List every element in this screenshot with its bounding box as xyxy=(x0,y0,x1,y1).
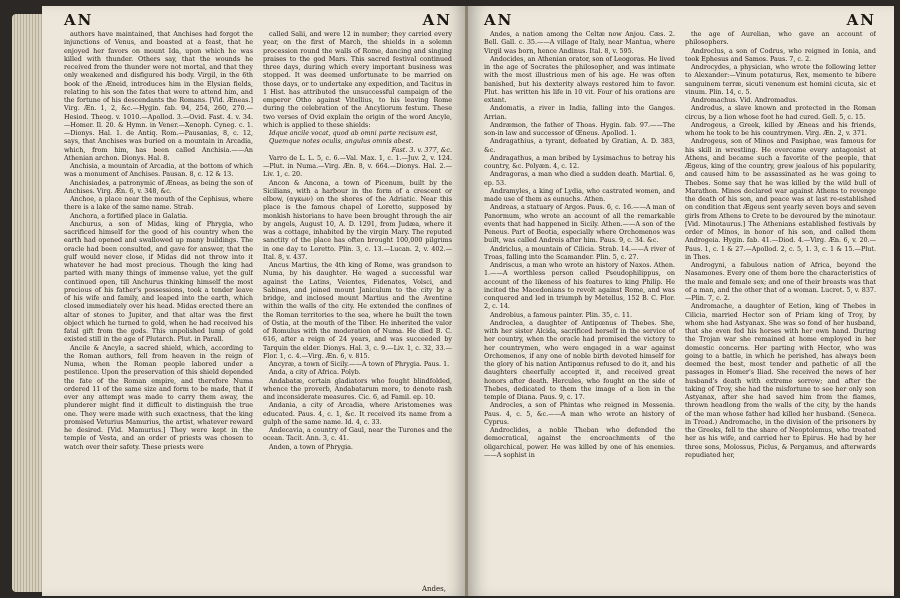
header-guide-word-right: AN xyxy=(422,11,452,29)
entry-paragraph: Andomatis, a river in India, falling into the Ganges. Arrian. xyxy=(484,104,675,121)
entry-paragraph: Androgeus, son of Minos and Pasiphae, was famous for his skill in wrestling. He overcame every antagonist at Athens, and became such a favorite of the people, that Ægeus, king of the country, grew jealous of his popularity, and caused him to be assassinated as he was going to Thebes. Some say that he was killed by the wild bull of Marathon. Minos declared war against Athens to revenge the death of his son, and peace was at last re-established on condition that Ægeus sent yearly seven boys and seven girls from Athens to Crete to be devoured by the minotaur. [Vid. Minotaurus.] The Athenians established festivals by order of Minos, in honor of his son, and called them Androgeia. Hygin. fab. 41.—Diod. 4.—Virg. Æn. 6, v. 20.—Paus. 1, c. 1 & 27.—Apollod. 2, c. 5, 1. 3, c. 1 & 15.—Plut. in Thes. xyxy=(685,137,876,261)
entry-paragraph: Androgeus, a Greek, killed by Æneas and his friends, whom he took to be his countrymen. Virg. Æn. 2, v. 371. xyxy=(685,120,876,137)
entry-paragraph: Androclea, a daughter of Antipœnus of Thebes. She, with her sister Alcida, sacrificed herself in the service of her country, when the oracle had promised the victory to her countrymen, who were engaged in a war against Orchomenos, if any one of noble birth devoted himself for the glory of his nation Antipœnus refused to do it, and his daughters cheerfully accepted it, and received great honors after death. Hercules, who fought on the side of Thebes, dedicated to them the image of a lion in the temple of Diana. Paus. 9, c. 17. xyxy=(484,318,675,401)
entry-paragraph: the age of Aurelian, who gave an account of philosophers. xyxy=(685,30,876,47)
entry-paragraph: Varro de L. L. 5, c. 6.—Val. Max. 1, c. 1.—Juv. 2, v. 124.—Plut. in Numa.—Virg. Æn. 8, v. 664.—Dionys. Hal. 2.—Liv. 1, c. 20. xyxy=(263,153,452,179)
column-1 xyxy=(64,30,253,586)
entry-paragraph: Andecavia, a country of Gaul, near the Turones and the ocean. Tacit. Ann. 3, c. 41. xyxy=(263,426,452,443)
entry-paragraph: Andes, a nation among the Celtæ now Anjou. Cæs. 2. Bell. Gall. c. 35.——A village of Italy, near Mantua, where Virgil was born, hence Andinus. Ital. 8, v. 595. xyxy=(484,30,675,55)
entry-paragraph: Anchisia, a mountain of Arcadia, at the bottom of which was a monument of Anchises. Pausan. 8, c. 12 & 13. xyxy=(64,162,253,179)
entry-paragraph: called Salii, and were 12 in number; they carried every year, on the first of March, the shields in a solemn procession round the walls of Rome, dancing and singing praises to the god Mars. This sacred festival continued three days, during which every important business was stopped. It was deemed unfortunate to be married on those days, or to undertake any expedition, and Tacitus in 1 Hist. has attributed the unsuccessful campaign of the emperor Otho against Vitellius, to his leaving Rome during the celebration of the Ancyliorum festum. These two verses of Ovid explain the origin of the word Ancyle, which is applied to these shields: xyxy=(263,30,452,129)
entry-paragraph: Androclus, a son of Codrus, who reigned in Ionia, and took Ephesus and Samos. Paus. 7, c. 2. xyxy=(685,46,876,63)
entry-paragraph: Androgyni, a fabulous nation of Africa, beyond the Nasamones. Every one of them bore the characteristics of the male and female sex; and one of their breasts was that of a man, and the other that of a woman. Lucret. 5, v. 837.—Plin. 7, c. 2. xyxy=(685,261,876,302)
entry-paragraph: Andragathus, a man bribed by Lysimachus to betray his country, &c. Polyæn. 4, c. 12. xyxy=(484,153,675,170)
verse-line: Idque ancile vocat, quod ab omni parte recisum est, xyxy=(269,129,438,137)
entry-paragraph: Anchisiades, a patronymic of Æneas, as being the son of Anchises. Virg. Æn. 6, v. 348, &c. xyxy=(64,178,253,195)
entry-paragraph: Ancon & Ancona, a town of Picenum, built by the Sicilians, with a harbour in the form of a crescent or elbow, (αγκων) on the shores of the Adriatic. Near this place is the famous chapel of Loretto, supposed by monkish historians to have been brought through the air by angels, August 10, A. D. 1291, from Judæa, where it was a cottage, inhabited by the virgin Mary. The reputed sanctity of the place has often brought 100,000 pilgrims in one day to Loretto. Plin. 3, c. 13.—Lucan. 2, v. 402.—Ital. 8, v. 437. xyxy=(263,178,452,261)
entry-paragraph: Andabatæ, certain gladiators who fought blindfolded, whence the proverb, Andabatarum more, to denote rash and inconsiderate measures. Cic. 6, ad Famil. ep. 10. xyxy=(263,376,452,401)
entry-paragraph: Anden, a town of Phrygia. xyxy=(269,442,353,451)
header-guide-word-left: AN xyxy=(64,11,94,29)
entry-paragraph: Andriscus, a man who wrote an history of Naxos. Athen. 1.——A worthless person called Pseudophilippus, on account of the likeness of his features to king Philip. He incited the Macedonians to revolt against Rome, and was conquered and led in triumph by Metellus, 152 B. C. Flor. 2, c. 14. xyxy=(484,261,675,311)
entry-paragraph: Anchoe, a place near the mouth of the Cephisus, where there is a lake of the same name. Strab. xyxy=(64,195,253,212)
entry-paragraph: Andania, a city of Arcadia, where Aristomenes was educated. Paus. 4, c. 1, &c. It received its name from a gulph of the same name. Id. 4, c. 33. xyxy=(263,401,452,426)
entry-paragraph: Ancile & Ancyle, a sacred shield, which, according to the Roman authors, fell from heaven in the reign of Numa, when the Roman people labored under a pestilence. Upon the preservation of this shield depended the fate of the Roman empire, and therefore Numa ordered 11 of the same size and form to be made, that if ever any attempt was made to carry them away, the plunderer might find it difficult to distinguish the true one. They were made with such exactness, that the king promised Veturius Mamurius, the artist, whatever reward he desired. [Vid. Mamurius.] They were kept in the temple of Vesta, and an order of priests was chosen to watch over their safety. These priests were xyxy=(64,343,253,451)
column-2 xyxy=(263,30,452,586)
header-guide-word-right: AN xyxy=(846,11,876,29)
left-page xyxy=(42,6,466,596)
entry-paragraph: Andragathius, a tyrant, defeated by Gratian, A. D. 383, &c. xyxy=(484,137,675,154)
entry-paragraph: Andreas, a statuary of Argos. Paus. 6, c. 16.——A man of Panormum, who wrote an account of all the remarkable events that had happened in Sicily. Athen.——A son of the Peneus. Part of Beotia, especially where Orchomenos was built, was called Andreis after him. Paus. 9, c. 34. &c. xyxy=(484,203,675,245)
entry-paragraph: Andræmon, the father of Thoas. Hygin. fab. 97.——The son-in law and successor of Œneus. Apollod. 1. xyxy=(484,120,675,137)
header-guide-word-left: AN xyxy=(484,11,514,29)
verse-citation: Fast. 3. v. 377, &c. xyxy=(391,145,452,154)
entry-paragraph: Andromachus. Vid. Andromadus. xyxy=(691,96,798,104)
entry-paragraph: Androclides, a noble Theban who defended the democratical, against the encroachments of the oligarchical, power. He was killed by one of his enemies.——A sophist in xyxy=(484,426,675,459)
right-page-header xyxy=(484,10,876,30)
verse-line: Quemque notes oculis, angulus omnis abest. xyxy=(269,137,414,146)
open-book xyxy=(42,6,894,596)
entry-paragraph: Andramyles, a king of Lydia, who castrated women, and made use of them as eunuchs. Athen. xyxy=(484,186,675,203)
entry-paragraph: Androcles, a son of Phintas who reigned in Messenia. Paus. 4, c. 5, &c.——A man who wrote an history of Cyprus. xyxy=(484,401,675,426)
column-4 xyxy=(685,30,876,586)
catchword: Andes, xyxy=(421,585,446,593)
entry-paragraph: Anchurus, a son of Midas, king of Phrygia, who sacrificed himself for the good of his country when the earth had opened and swallowed up many buildings. The oracle had been consulted, and gave for answer, that the gulf would never close, if Midas did not throw into it whatever he had most precious. Though the king had parted with many things of immense value, yet the gulf continued open, till Anchurus thinking himself the most precious of his father's possessions, took a tender leave of his wife and family, and leaped into the earth, which closed immediately over his head. Midas erected there an altar of stones to Jupiter, and that altar was the first object which he turned to gold, when he had received his fatal gift from the gods. This unpolished lump of gold existed still in the age of Plutarch. Plut. in Parall. xyxy=(64,219,253,344)
entry-paragraph: Androcydes, a physician, who wrote the following letter to Alexander:—Vinum potaturus, Rex, memento te bibere sanguinem terræ, sicuti venenum est homini cicuta, sic et vinum. Plin. 14, c. 5. xyxy=(685,63,876,96)
column-3 xyxy=(484,30,675,586)
entry-paragraph: Ancyræ, a town of Sicily.——A town of Phrygia. Paus. 1. xyxy=(269,360,450,368)
left-page-header xyxy=(64,10,452,30)
entry-paragraph: Andriclus, a mountain of Cilicia. Strab. 14.——A river of Troas, falling into the Scamander. Plin. 5, c. 27. xyxy=(484,244,675,261)
entry-paragraph: Anda, a city of Africa. Polyb. xyxy=(269,368,361,377)
entry-paragraph: Anchora, a fortified place in Galatia. xyxy=(70,211,188,220)
right-page xyxy=(468,6,894,596)
entry-paragraph: Andocides, an Athenian orator, son of Leogoras. He lived in the age of Socrates the philosopher, and was intimate with the most illustrious men of his age. He was often banished, but his dexterity always restored him to favor. Plut. has written his life in 10 vit. Four of his orations are extant. xyxy=(484,54,675,104)
entry-paragraph: Androdus, a slave known and protected in the Roman circus, by a lion whose foot he had cured. Gell. 5, c. 15. xyxy=(685,104,876,121)
entry-paragraph: Ancus Martius, the 4th king of Rome, was grandson to Numa, by his daughter. He waged a successful war against the Latins, Veientes, Fidenates, Volsci, and Sabines, and joined mount Janiculum to the city by a bridge, and inclosed mount Martius and the Aventine within the walls of the city. He extended the confines of the Roman territories to the sea, where he built the town of Ostia, at the mouth of the Tiber. He inherited the valor of Romulus with the moderation of Numa. He died B. C. 616, after a reign of 24 years, and was succeeded by Tarquin the elder. Dionys. Hal. 3, c. 9.—Liv. 1, c. 32, 33.—Flor. 1, c. 4.—Virg. Æn. 6, v. 815. xyxy=(263,261,452,360)
entry-paragraph: Andromache, a daughter of Eetion, king of Thebes in Cilicia, married Hector son of Priam king of Troy, by whom she had Astyanax. She was so fond of her husband, that she even fed his horses with her own hand. During the Trojan war she remained at home employed in her domestic concerns. Her parting with Hector, who was going to a battle, in which he perished, has always been deemed the best, most tender and pathetic of all the passages in Homer's Iliad. She received the news of her husband's death with extreme sorrow; and after the taking of Troy, she had the misfortune to see her only son Astyanax, after she had saved him from the flames, thrown headlong from the walls of the city, by the hands of the man whose father had killed her husband. (Seneca. in Troad.) Andromache, in the division of the prisoners by the Greeks, fell to the share of Neoptolemus, who treated her as his wife, and carried her to Epirus. He had by her three sons, Molossus, Piclus, & Pergamus, and afterwards repudiated her, xyxy=(685,302,876,459)
entry-paragraph: Androbius, a famous painter. Plin. 35, c. 11. xyxy=(490,310,633,319)
entry-paragraph: authors have maintained, that Anchises had forgot the injunctions of Venus, and boasted at a feast, that he enjoyed her favors on mount Ida, upon which he was killed with thunder. Others say, that the wounds he received from the thunder were not mortal, and that they only weakened and disfigured his body. Virgil, in the 6th book of the Æneid, introduces him in the Elysian fields, relating to his son the fates that were to attend him, and the fortune of his descendants the Romans. [Vid. Æneas.] Virg. Æn. 1, 2, &c.—Hygin. fab. 94, 254, 260, 270.—Hesiod. Theog. v. 1010.—Apollod. 3.—Ovid. Fast. 4. v. 34.—Homer. Il. 20. & Hymn. in Vener.—Xenoph. Cyneg. c. 1.—Dionys. Hal. 1. de Antiq. Rom.—Pausanias, 8, c. 12, says, that Anchises was buried on a mountain in Arcadia, which, from him, has been called Anchisia.——An Athenian archon. Dionys. Hal. 8. xyxy=(64,30,253,162)
entry-paragraph: Andragoras, a man who died a sudden death. Martial. 6, ep. 53. xyxy=(484,170,675,187)
